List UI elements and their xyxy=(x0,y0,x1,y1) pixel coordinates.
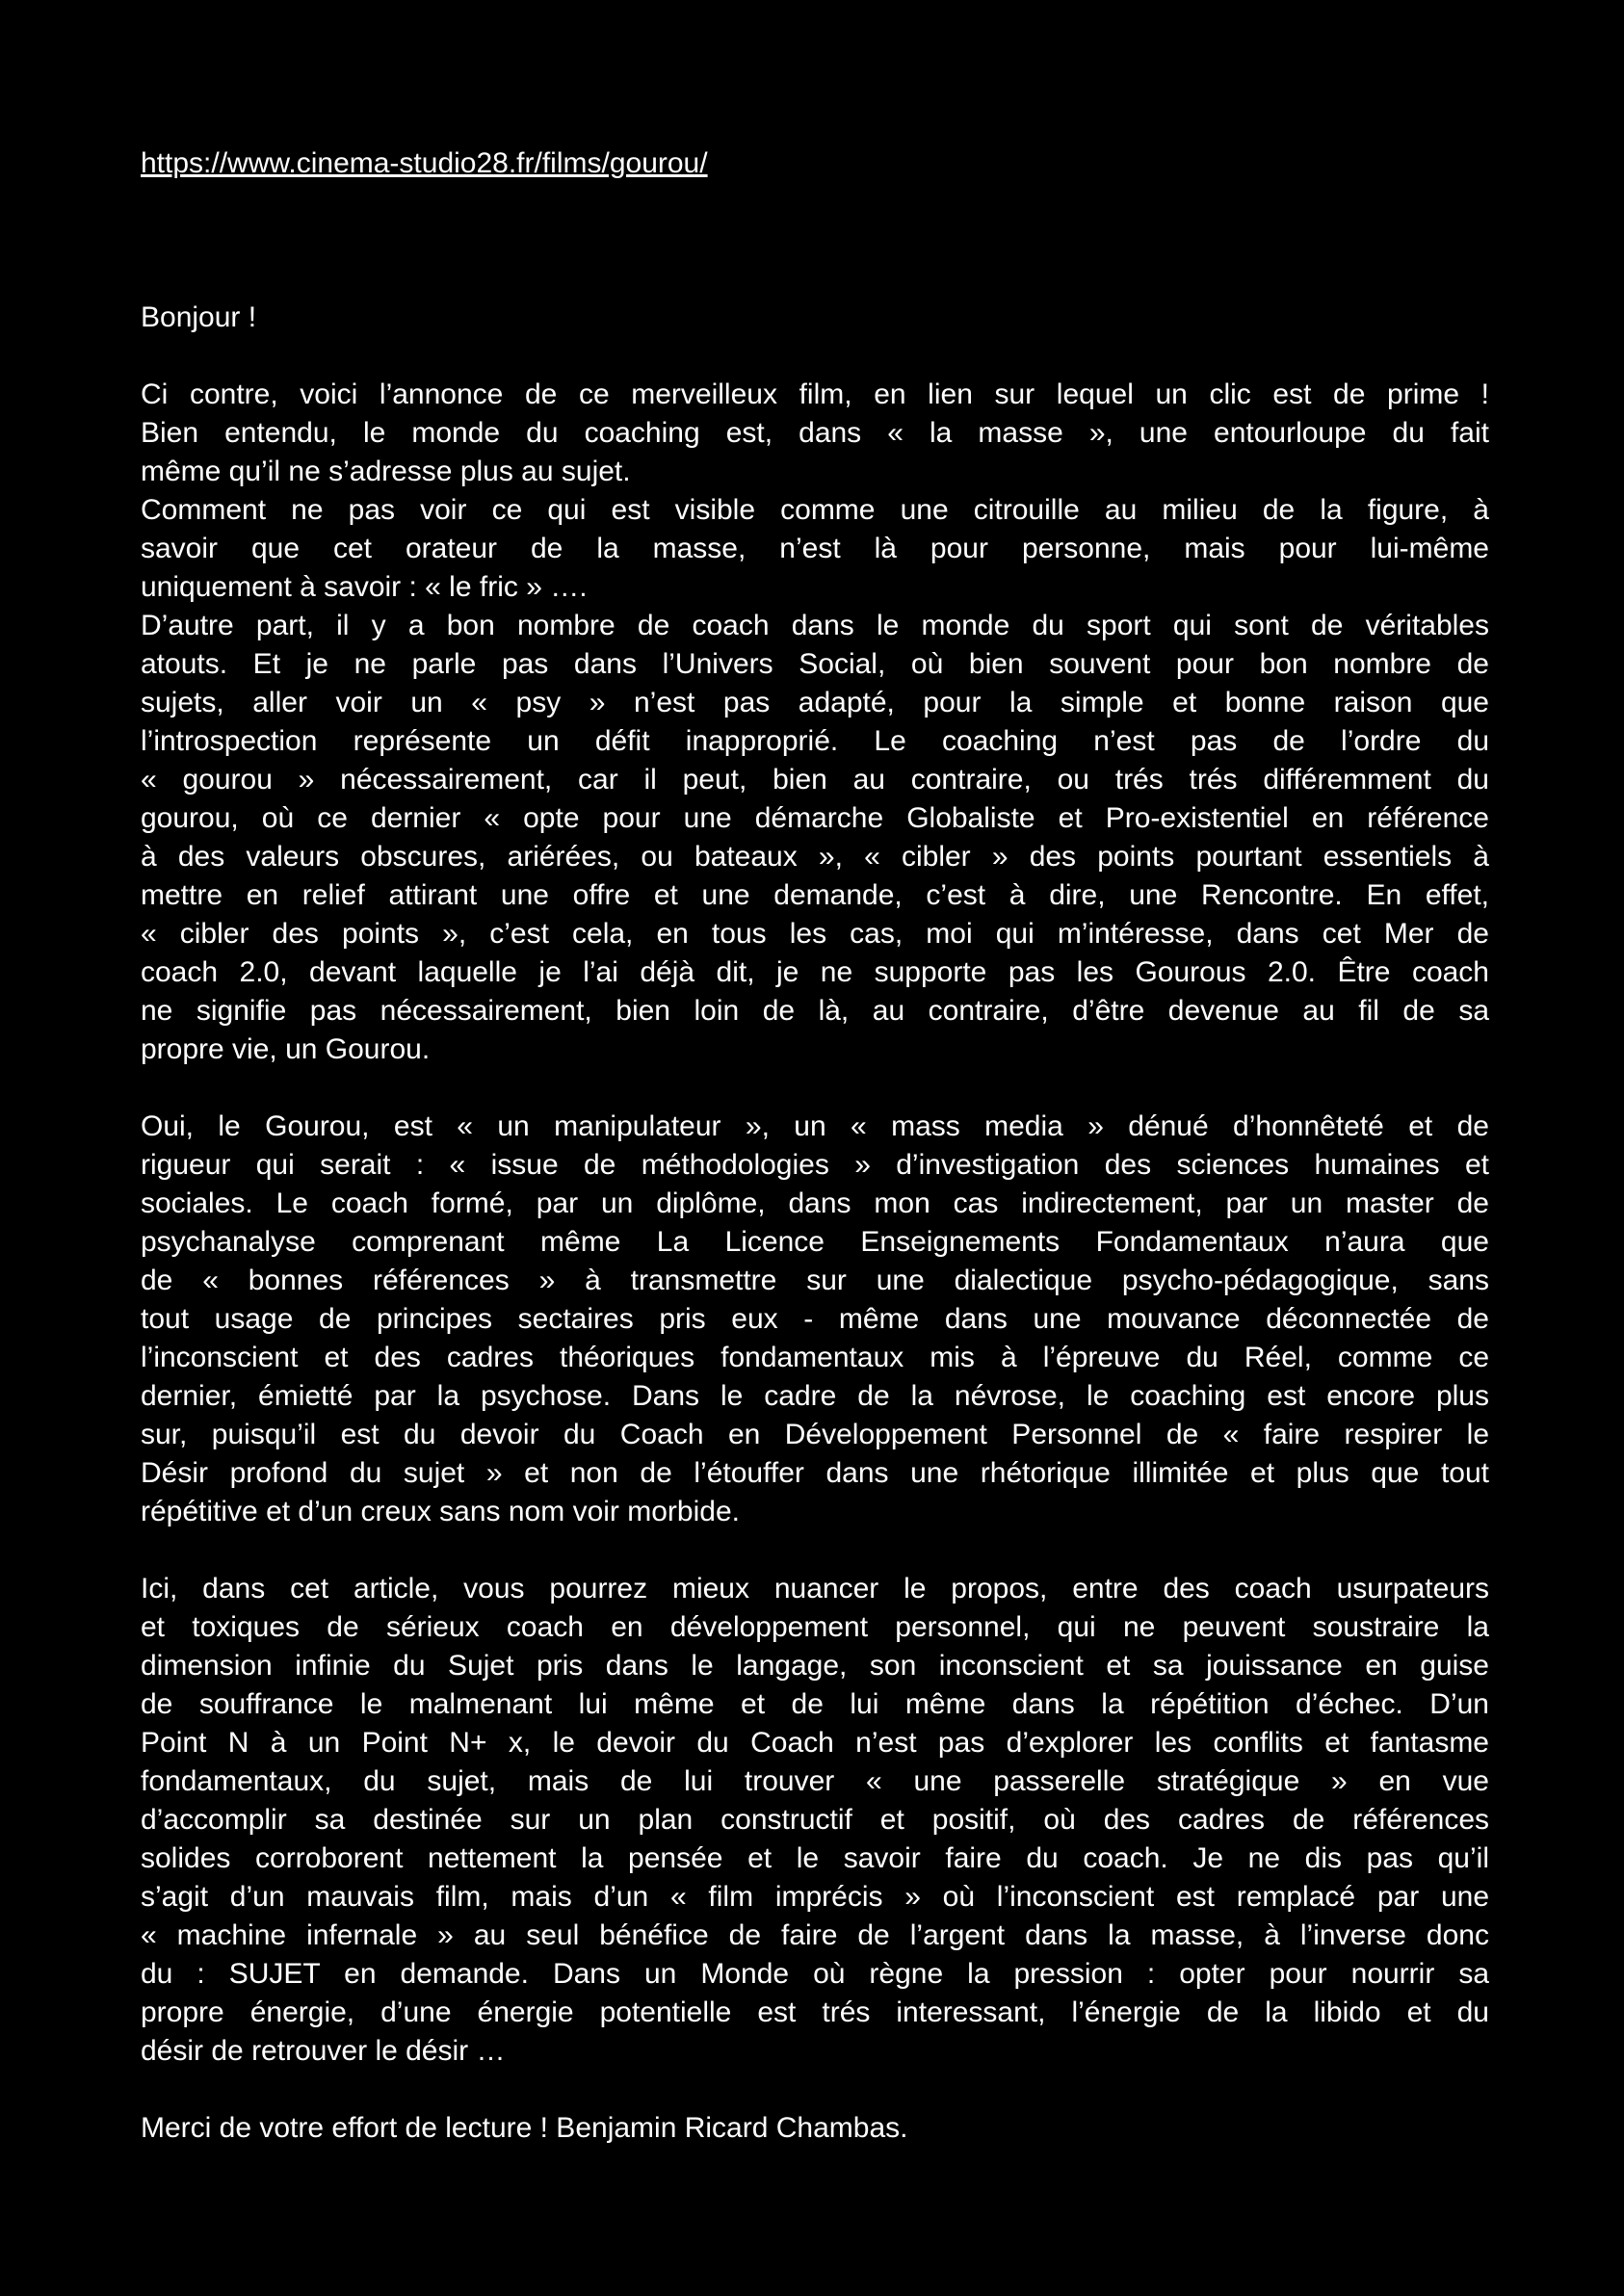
text-line: propre énergie, d’une énergie potentielle est trés interessant, l’énergie de la libido et du xyxy=(141,1996,1489,2028)
text-line: psychanalyse comprenant même La Licence Enseignements Fondamentaux n’aura que xyxy=(141,1226,1489,1258)
text-line: même qu’il ne s’adresse plus au sujet. xyxy=(141,456,631,487)
text-line: coach 2.0, devant laquelle je l’ai déjà dit, je ne supporte pas les Gourous 2.0. Être coach xyxy=(141,956,1489,988)
text-line: sujets, aller voir un « psy » n’est pas adapté, pour la simple et bonne raison que xyxy=(141,687,1489,718)
text-line: solides corroborent nettement la pensée et le savoir faire du coach. Je ne dis pas qu’il xyxy=(141,1842,1489,1874)
greeting: Bonjour ! xyxy=(141,301,257,333)
spacer xyxy=(141,337,1489,376)
text-line: de souffrance le malmenant lui même et de lui même dans la répétition d’échec. D’un xyxy=(141,1688,1489,1720)
text-line: dernier, émietté par la psychose. Dans le cadre de la névrose, le coaching est encore plus xyxy=(141,1380,1489,1412)
paragraph-3 xyxy=(141,1570,1489,2071)
text-line: atouts. Et je ne parle pas dans l’Univers Social, où bien souvent pour bon nombre de xyxy=(141,648,1489,680)
text-line: répétitive et d’un creux sans nom voir morbide. xyxy=(141,1496,740,1527)
text-line: propre vie, un Gourou. xyxy=(141,1033,431,1065)
text-line: rigueur qui serait : « issue de méthodologies » d’investigation des sciences humaines et xyxy=(141,1149,1489,1181)
spacer xyxy=(141,1069,1489,1108)
text-line: gourou, où ce dernier « opte pour une démarche Globaliste et Pro-existentiel en référence xyxy=(141,802,1489,834)
closing-line: Merci de votre effort de lecture ! Benjamin Ricard Chambas. xyxy=(141,2112,908,2144)
text-line: Bien entendu, le monde du coaching est, dans « la masse », une entourloupe du fait xyxy=(141,417,1489,449)
text-line: l’introspection représente un défit inapproprié. Le coaching n’est pas de l’ordre du xyxy=(141,725,1489,757)
spacer xyxy=(141,260,1489,299)
text-line: Désir profond du sujet » et non de l’étouffer dans une rhétorique illimitée et plus que tout xyxy=(141,1457,1489,1489)
film-url-link[interactable]: https://www.cinema-studio28.fr/films/gourou/ xyxy=(141,147,708,179)
text-line: uniquement à savoir : « le fric » …. xyxy=(141,571,588,603)
text-line: s’agit d’un mauvais film, mais d’un « film imprécis » où l’inconscient est remplacé par une xyxy=(141,1881,1489,1913)
text-line: « machine infernale » au seul bénéfice de faire de l’argent dans la masse, à l’inverse donc xyxy=(141,1919,1489,1951)
spacer xyxy=(141,222,1489,260)
text-line: savoir que cet orateur de la masse, n’est là pour personne, mais pour lui-même xyxy=(141,533,1489,564)
paragraph-2 xyxy=(141,1108,1489,1531)
text-line: ne signifie pas nécessairement, bien loin de là, au contraire, d’être devenue au fil de sa xyxy=(141,995,1489,1027)
text-line: Oui, le Gourou, est « un manipulateur », un « mass media » dénué d’honnêteté et de xyxy=(141,1110,1489,1142)
spacer xyxy=(141,1531,1489,1570)
text-line: à des valeurs obscures, ariérées, ou bateaux », « cibler » des points pourtant essentiels à xyxy=(141,841,1489,873)
text-line: dimension infinie du Sujet pris dans le langage, son inconscient et sa jouissance en guise xyxy=(141,1650,1489,1682)
text-line: Ici, dans cet article, vous pourrez mieux nuancer le propos, entre des coach usurpateurs xyxy=(141,1573,1489,1605)
text-line: désir de retrouver le désir … xyxy=(141,2035,506,2067)
text-line: « gourou » nécessairement, car il peut, bien au contraire, ou trés trés différemment du xyxy=(141,764,1489,796)
paragraph-1 xyxy=(141,376,1489,1069)
text-line: sociales. Le coach formé, par un diplôme, dans mon cas indirectement, par un master de xyxy=(141,1187,1489,1219)
spacer xyxy=(141,2071,1489,2109)
text-line: « cibler des points », c’est cela, en tous les cas, moi qui m’intéresse, dans cet Mer de xyxy=(141,918,1489,950)
text-line: D’autre part, il y a bon nombre de coach dans le monde du sport qui sont de véritables xyxy=(141,610,1489,641)
text-line: Point N à un Point N+ x, le devoir du Coach n’est pas d’explorer les conflits et fantasme xyxy=(141,1727,1489,1759)
text-line: d’accomplir sa destinée sur un plan constructif et positif, où des cadres de références xyxy=(141,1804,1489,1836)
spacer xyxy=(141,183,1489,222)
text-line: Comment ne pas voir ce qui est visible comme une citrouille au milieu de la figure, à xyxy=(141,494,1489,526)
text-line: l’inconscient et des cadres théoriques fondamentaux mis à l’épreuve du Réel, comme ce xyxy=(141,1342,1489,1373)
text-line: tout usage de principes sectaires pris eux - même dans une mouvance déconnectée de xyxy=(141,1303,1489,1335)
text-line: de « bonnes références » à transmettre sur une dialectique psycho-pédagogique, sans xyxy=(141,1265,1489,1296)
text-line: mettre en relief attirant une offre et une demande, c’est à dire, une Rencontre. En effet, xyxy=(141,879,1489,911)
text-line: du : SUJET en demande. Dans un Monde où règne la pression : opter pour nourrir sa xyxy=(141,1958,1489,1990)
text-line: Ci contre, voici l’annonce de ce merveilleux film, en lien sur lequel un clic est de prime ! xyxy=(141,378,1489,410)
text-line: et toxiques de sérieux coach en développement personnel, qui ne peuvent soustraire la xyxy=(141,1611,1489,1643)
letter-body xyxy=(141,144,1489,2148)
url-line xyxy=(141,144,1489,183)
text-line: sur, puisqu’il est du devoir du Coach en Développement Personnel de « faire respirer le xyxy=(141,1419,1489,1450)
text-line: fondamentaux, du sujet, mais de lui trouver « une passerelle stratégique » en vue xyxy=(141,1765,1489,1797)
